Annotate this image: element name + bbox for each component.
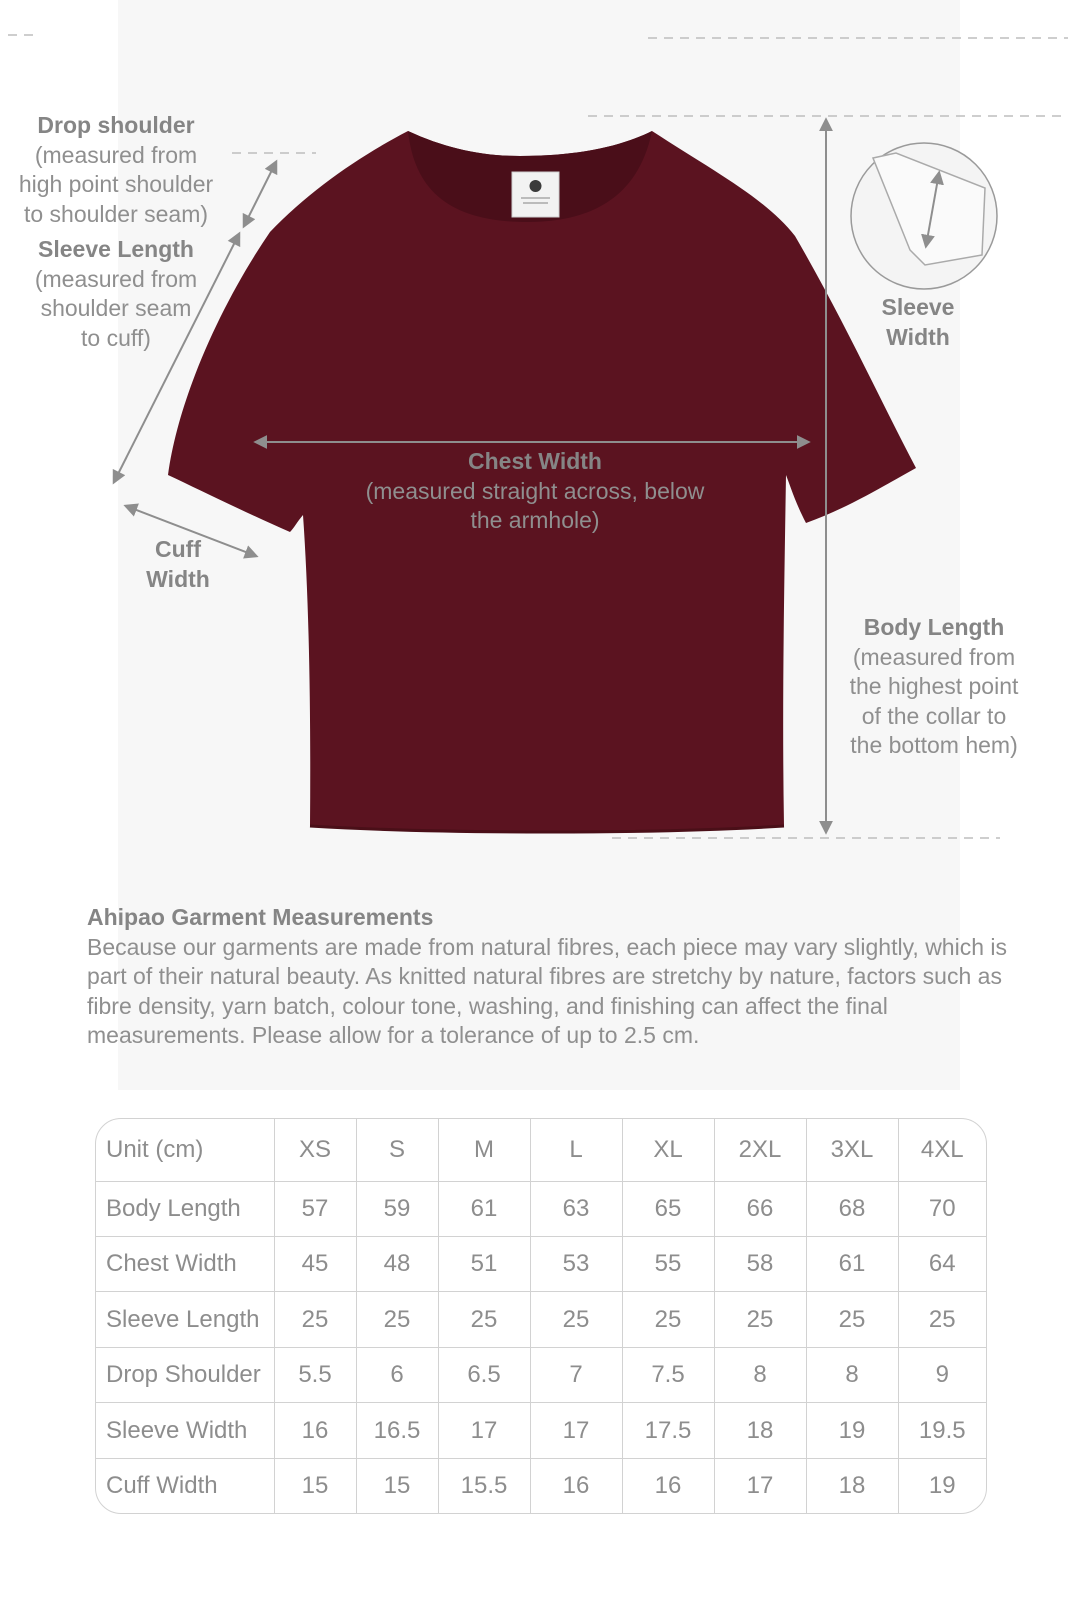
table-cell: 48 [356, 1236, 438, 1291]
sleeve-length-label: Sleeve Length (measured from shoulder seam to cuff) [34, 236, 198, 351]
table-cell: 25 [898, 1292, 986, 1347]
table-cell: 9 [898, 1347, 986, 1402]
measurement-info: Ahipao Garment Measurements Because our garments are made from natural fibres, each piece may vary slightly, which is part of their natural beauty. As knitted natural fibres are stretchy by nature, factors such as fibre density, yarn batch, colour tone, washing, and finishing can affect the final measurements. Please allow for a tolerance of up to 2.5 cm. [87, 904, 1007, 1048]
table-cell: 25 [714, 1292, 806, 1347]
table-cell: 17.5 [622, 1403, 714, 1458]
table-row-label: Drop Shoulder [96, 1347, 274, 1402]
table-row-label: Body Length [96, 1181, 274, 1236]
table-header-cell: 2XL [714, 1119, 806, 1181]
table-cell: 64 [898, 1236, 986, 1291]
table-cell: 66 [714, 1181, 806, 1236]
table-cell: 5.5 [274, 1347, 356, 1402]
table-cell: 17 [714, 1458, 806, 1513]
table-cell: 61 [806, 1236, 898, 1291]
size-chart-table [95, 1118, 987, 1514]
table-header-cell: 3XL [806, 1119, 898, 1181]
table-cell: 25 [274, 1292, 356, 1347]
table-header-cell: XL [622, 1119, 714, 1181]
table-row-label: Sleeve Length [96, 1292, 274, 1347]
info-title: Ahipao Garment Measurements [87, 904, 434, 930]
table-header-cell: L [530, 1119, 622, 1181]
cuff-width-label: Cuff Width [146, 536, 210, 592]
table-cell: 7.5 [622, 1347, 714, 1402]
table-cell: 25 [622, 1292, 714, 1347]
table-header-cell: S [356, 1119, 438, 1181]
table-cell: 19 [898, 1458, 986, 1513]
table-row [96, 1292, 986, 1347]
table-cell: 25 [438, 1292, 530, 1347]
table-cell: 19.5 [898, 1403, 986, 1458]
drop-shoulder-arrow [244, 162, 276, 226]
table-cell: 70 [898, 1181, 986, 1236]
table-cell: 16 [530, 1458, 622, 1513]
table-row-label: Cuff Width [96, 1458, 274, 1513]
table-cell: 55 [622, 1236, 714, 1291]
table-row-label: Chest Width [96, 1236, 274, 1291]
table-header-cell: XS [274, 1119, 356, 1181]
table-cell: 61 [438, 1181, 530, 1236]
table-cell: 15.5 [438, 1458, 530, 1513]
table-cell: 7 [530, 1347, 622, 1402]
table-cell: 6 [356, 1347, 438, 1402]
table-row [96, 1181, 986, 1236]
chest-width-label: Chest Width (measured straight across, below the armhole) [365, 448, 705, 533]
table-cell: 53 [530, 1236, 622, 1291]
table-cell: 16 [274, 1403, 356, 1458]
table-cell: 25 [530, 1292, 622, 1347]
table-cell: 15 [274, 1458, 356, 1513]
table-header-cell: Unit (cm) [96, 1119, 274, 1181]
table-cell: 18 [714, 1403, 806, 1458]
table-cell: 15 [356, 1458, 438, 1513]
table-cell: 25 [806, 1292, 898, 1347]
table-cell: 51 [438, 1236, 530, 1291]
table-cell: 63 [530, 1181, 622, 1236]
table-cell: 17 [530, 1403, 622, 1458]
table-cell: 17 [438, 1403, 530, 1458]
table-row-label: Sleeve Width [96, 1403, 274, 1458]
table-row [96, 1458, 986, 1513]
sleeve-width-inset [851, 143, 997, 289]
table-cell: 68 [806, 1181, 898, 1236]
drop-shoulder-label: Drop shoulder (measured from high point shoulder to shoulder seam) [18, 112, 214, 227]
table-cell: 59 [356, 1181, 438, 1236]
sleeve-width-label: Sleeve Width [881, 294, 955, 350]
table-row [96, 1236, 986, 1291]
table-header-cell: 4XL [898, 1119, 986, 1181]
body-length-label: Body Length (measured from the highest point of the collar to the bottom hem) [849, 614, 1019, 758]
table-row [96, 1403, 986, 1458]
table-cell: 18 [806, 1458, 898, 1513]
table-cell: 8 [714, 1347, 806, 1402]
table-cell: 16.5 [356, 1403, 438, 1458]
table-cell: 16 [622, 1458, 714, 1513]
table-cell: 19 [806, 1403, 898, 1458]
table-cell: 8 [806, 1347, 898, 1402]
table-cell: 58 [714, 1236, 806, 1291]
table-row [96, 1347, 986, 1402]
table-cell: 6.5 [438, 1347, 530, 1402]
table-cell: 25 [356, 1292, 438, 1347]
table-cell: 57 [274, 1181, 356, 1236]
table-header-row [96, 1119, 986, 1181]
table-header-cell: M [438, 1119, 530, 1181]
table-cell: 45 [274, 1236, 356, 1291]
table-cell: 65 [622, 1181, 714, 1236]
